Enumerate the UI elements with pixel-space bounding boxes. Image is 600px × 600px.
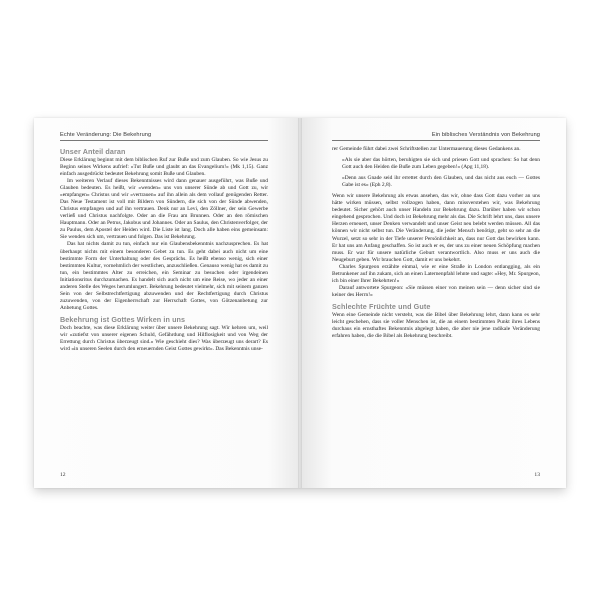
paragraph: Wenn eine Gemeinde nicht versteht, was die Bibel über Bekehrung lehrt, dann kann es sehr leicht geschehen, dass sie voller Menschen ist, die an einem bestimmten Punkt ihres Lebens durchaus ein ernsthaftes Bekenntnis abgelegt haben, die aber nie jene radikale Veränderung erfahren haben, die die Bibel als Bekehrung beschreibt. <box>332 311 540 339</box>
running-head-left: Echte Veränderung: Die Bekehrung <box>60 132 268 141</box>
section-heading: Schlechte Früchte und Gute <box>332 301 431 311</box>
right-page-body <box>332 146 540 340</box>
section-heading: Bekehrung ist Gottes Wirken in uns <box>60 314 186 324</box>
book-spread <box>34 118 566 488</box>
left-page <box>34 118 300 488</box>
book-gutter <box>298 118 302 488</box>
paragraph: Charles Spurgeon erzählte einmal, wie er eine Straße in London entlangging, als ein Betrunkener auf ihn zukam, sich an einen Laternenpfahl lehnte und sagte: »Hey, Mr. Spurgeon, ich bin einer Ihrer Bekehrten!« <box>332 263 540 284</box>
paragraph: Im weiteren Verlauf dieses Bekenntnisses wird dann genauer ausgeführt, was Buße und Glauben bedeuten. Es heißt, wir »wenden« uns von unserer Sünde ab und Gott zu, wir »empfangen« Christus und wir »vertrauen« auf ihn allein als dem vollauf genügenden Retter. Das Neue Testament ist voll mit Bildern von Sündern, die sich von der Sünde abwenden, Christus empfangen und auf ihn vertrauen. Denk nur an Levi, den Zöllner, der sein Gewerbe verließ und Christus nachfolgte. Oder an die Frau am Brunnen. Oder an den römischen Hauptmann. Oder an Petrus, Jakobus und Johannes. Oder an Saulus, den Christenverfolger, der zu Paulus, dem Apostel der Heiden wird. Die Liste ist lang. Doch alle haben eins gemeinsam: Sie wenden sich um, vertrauen und folgen. Das ist Bekehrung. <box>60 178 268 241</box>
paragraph: Diese Erklärung beginnt mit dem biblischen Ruf zur Buße und zum Glauben. So wie Jesus zu Beginn seines Wirkens aufrief: »Tut Buße und glaubt an das Evangelium!« (Mk 1,15). Ganz einfach ausgedrückt bedeutet Bekehrung somit Buße und Glauben. <box>60 156 268 177</box>
right-page <box>300 118 566 488</box>
paragraph: rer Gemeinde führt dabei zwei Schriftstellen zur Untermauerung dieses Gedankens an. <box>332 146 521 152</box>
section-heading: Unser Anteil daran <box>60 147 126 156</box>
paragraph: Doch beachte, was diese Erklärung weiter über unsere Bekehrung sagt. Wir kehren um, weil wir »zutiefst von unserer eigenen Schuld, Gefährdung und Hilflosigkeit und von Weg der Errettung durch Christus überzeugt sind.« Wie geschieht dies? Was überzeugt uns derart? Es wird »in unseren Seelen durch den erneuernden Geist Gottes gewirkt«. Das Bekenntnis unse- <box>60 324 268 352</box>
left-page-body <box>60 146 268 353</box>
paragraph: Darauf antwortete Spurgeon: »Sie müssen einer von meinen sein — denn sicher sind sie keiner des Herrn!« <box>332 284 540 298</box>
paragraph: Das hat nichts damit zu tun, einfach nur ein Glaubensbekenntnis nachzusprechen. Es hat überhaupt nichts mit einem besonderen Gebet zu tun. Es geht dabei auch nicht um eine bestimmte Form der Unterhaltung oder des Gesprächs. Es heißt ebenso wenig, sich einer bestimmten Kultur, vornehmlich der westlichen, anzuschließen. Genauso wenig hat es damit zu tun, ein bestimmtes Alter zu erreichen, ein Seminar zu besuchen oder irgendeinen Initiationsritus durchzumachen. Es handelt sich auch nicht um eine Reise, wo jeder an einer anderen Stelle des Weges herumlungert. Bekehrung bedeutet vielmehr, sich mit seinem ganzen Sein von der Selbstrechtfertigung abzuwenden und der Rechtfertigung durch Christus zuzuwenden, von der Eigenherrschaft zur Herrschaft Gottes, von Götzenanbetung zur Anbetung Gottes. <box>60 241 268 311</box>
running-head-right: Ein biblisches Verständnis von Bekehrung <box>332 132 540 141</box>
block-quote: »Denn aus Gnade seid ihr errettet durch den Glauben, und das nicht aus euch — Gottes Gabe ist es« (Eph 2,8). <box>342 175 540 189</box>
paragraph: Wenn wir unsere Bekehrung als etwas ansehen, das wir, ohne dass Gott dazu vorher an uns hätte wirken müssen, selbst vollzogen haben, dann missverstehen wir, was Bekehrung bedeutet. Sicher gehört auch unser Handeln zur Bekehrung dazu. Darüber haben wir schon eingehend gesprochen. Und doch ist Bekehrung mehr als das. Die Schrift lehrt uns, dass unsere Herzen erneuert, unser Denken verwandelt und unser Geist neu belebt werden müssen. All das können wir nicht selbst tun. Die Veränderung, die jeder Mensch benötigt, geht so sehr an die Wurzel, setzt so sehr in der Tiefe unserer Persönlichkeit an, dass nur Gott das bewirken kann. Er hat uns am Anfang geschaffen. So ist auch er es, der uns zu einer neuen Schöpfung machen muss. Er war für unsere natürliche Geburt verantwortlich. Also muss er uns auch die Neugeburt geben. Wir brauchen Gott, damit er uns bekehrt. <box>332 193 540 263</box>
page-number-right: 13 <box>534 472 540 478</box>
page-number-left: 12 <box>60 472 66 478</box>
block-quote: »Als sie aber das hörten, beruhigten sie sich und priesen Gott und sprachen: So hat denn Gott auch den Heiden die Buße zum Leben gegeben!« (Apg 11,18). <box>342 157 540 171</box>
